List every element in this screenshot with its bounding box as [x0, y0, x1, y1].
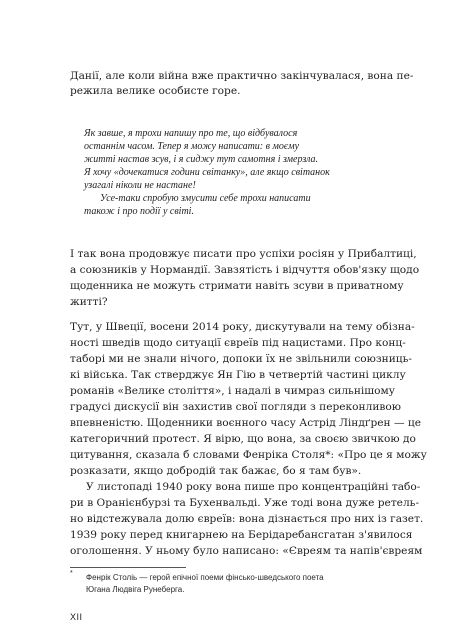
paragraph-line: щоденника не можуть стримати навіть зсуви в приватному — [70, 280, 404, 292]
paragraph-line: цитування, сказала б словами Фенріка Столя*: «Про це я можу — [70, 449, 427, 461]
paragraph-line: Тут, у Швеції, восени 2014 року, дискутували на тему обізна- — [70, 321, 415, 333]
paragraph-line: но відстежувала долю євреїв: вона дізнається про них із газет. — [70, 513, 424, 525]
diary-quote-line: житті настав зсув, і я сиджу тут самотня і змерзла. — [84, 154, 318, 165]
paragraph-line: ності шведів щодо ситуації євреїв під нацистами. Про конц- — [70, 337, 406, 349]
diary-quote-line: Я хочу «дочекатися години світанку», але якщо світанок — [84, 167, 330, 178]
diary-quote-line: Як завше, я трохи напишу про те, що відбувалося — [84, 128, 298, 139]
footnote-line: Фенрік Століь — герой епічної поеми фінсько-шведського поета — [86, 573, 324, 582]
paragraph-line: 1939 року перед книгарнею на Берідаребансгатан з'явилося — [70, 529, 413, 541]
paragraph-line: романів «Велике століття», і надалі в чимраз сильнішому — [70, 385, 395, 397]
footnote-marker: * — [70, 570, 73, 577]
paragraph-line: а союзників у Нормандії. Завзятість і відчуття обов'язку щодо — [70, 264, 420, 276]
diary-quote-line: також і про події у світі. — [84, 206, 194, 217]
paragraph-line: ри в Оранієнбурзі та Бухенвальді. Уже тоді вона дуже ретель- — [70, 497, 420, 509]
diary-quote-line: узагалі ніколи не настане! — [84, 180, 196, 191]
paragraph-line: У листопаді 1940 року вона пише про концентраційні табо- — [86, 481, 421, 493]
paragraph-line: категоричний протест. Я вірю, що вона, за своєю звичкою до — [70, 433, 416, 445]
paragraph-line: оголошення. У ньому було написано: «Євреям та напів'євреям — [70, 545, 423, 557]
paragraph-line: житті? — [70, 296, 108, 308]
diary-quote-line: Усе-таки спробую змусити себе трохи написати — [100, 193, 311, 204]
page-number: XII — [70, 612, 83, 622]
paragraph-line: розказати, якщо добродій так бажає, бо я там був». — [70, 465, 362, 477]
paragraph-line: І так вона продовжує писати про успіхи росіян у Прибалтиці, — [70, 248, 417, 260]
paragraph-line: кі війська. Так стверджує Ян Гію в четвертій частині циклу — [70, 369, 406, 381]
paragraph-line: таборі ми не знали нічого, допоки їх не звільнили союзниць- — [70, 353, 412, 365]
footnote-divider — [70, 567, 186, 568]
paragraph-line: градусі дискусії він захистив свої погляди з переконливою — [70, 401, 401, 413]
paragraph-line: впевненістю. Щоденники воєнного часу Астрід Ліндґрен — це — [70, 417, 422, 429]
footnote-line: Югана Людвіга Рунеберга. — [86, 585, 185, 594]
diary-quote-line: останнім часом. Тепер я можу написати: в моєму — [84, 141, 300, 152]
intro-line: режила велике особисте горе. — [70, 85, 241, 97]
intro-line: Данії, але коли війна вже практично закінчувалася, вона пе- — [70, 70, 414, 82]
